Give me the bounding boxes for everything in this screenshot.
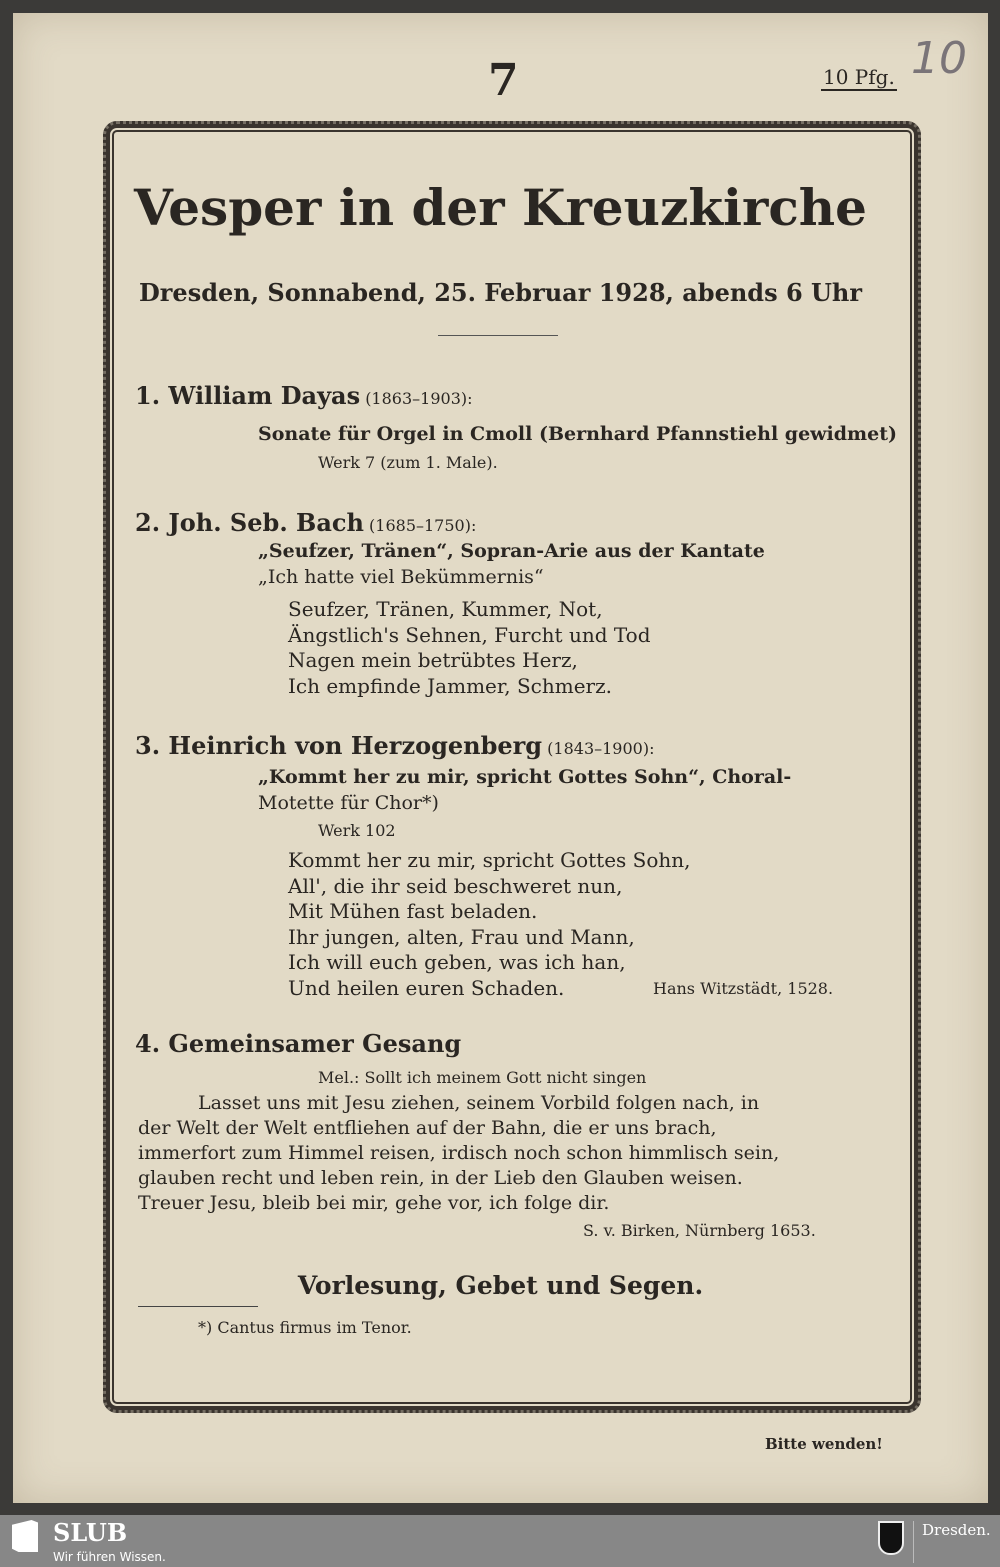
program-item-3 [135, 731, 654, 760]
verse-line: Ängstlich's Sehnen, Furcht und Tod [288, 622, 651, 647]
program-item-2 [135, 508, 476, 537]
dresden-coat-of-arms-icon [878, 1521, 904, 1555]
verse-line: immerfort zum Himmel reisen, irdisch noch schon himmlisch sein, [138, 1142, 780, 1164]
verse [288, 848, 691, 1001]
verse-line: Seufzer, Tränen, Kummer, Not, [288, 597, 603, 621]
verse-line: Und heilen euren Schaden. [288, 975, 565, 1000]
verse-line: All', die ihr seid beschweret nun, [288, 873, 623, 898]
verse-line: glauben recht und leben rein, in der Lieb den Glauben weisen. [138, 1167, 743, 1189]
item-dates: (1843–1900): [547, 739, 655, 758]
divider [438, 335, 558, 336]
verse-line: der Welt der Welt entfliehen auf der Bahn, die er uns brach, [138, 1117, 717, 1139]
attribution: Hans Witzstädt, 1528. [653, 979, 834, 998]
item-heading: 1. William Dayas [135, 381, 361, 410]
page-title: Vesper in der Kreuzkirche [134, 178, 867, 237]
verse-line: Lasset uns mit Jesu ziehen, seinem Vorbild folgen nach, in [198, 1092, 760, 1114]
item-line: Motette für Chor*) [258, 792, 439, 814]
footer-bar [0, 1515, 1000, 1567]
verse-line: Nagen mein betrübtes Herz, [288, 648, 578, 672]
turn-over-note: Bitte wenden! [765, 1435, 883, 1453]
item-line: Werk 7 (zum 1. Male). [318, 453, 498, 472]
item-line: Werk 102 [318, 821, 396, 840]
attribution: S. v. Birken, Nürnberg 1653. [583, 1221, 816, 1240]
dresden-logo[interactable]: Dresden. [922, 1521, 991, 1539]
subtitle: Dresden, Sonnabend, 25. Februar 1928, abends 6 Uhr [138, 278, 863, 307]
footer-divider [913, 1521, 914, 1563]
price: 10 Pfg. [823, 65, 895, 89]
document-page [13, 13, 988, 1503]
verse-line: Ihr jungen, alten, Frau und Mann, [288, 924, 635, 949]
verse [288, 597, 651, 699]
handwritten-number: 10 [911, 33, 967, 84]
item-heading: 3. Heinrich von Herzogenberg [135, 731, 543, 760]
slub-logo[interactable]: SLUB [53, 1518, 128, 1547]
verse-line: Ich will euch geben, was ich han, [288, 950, 626, 974]
verse-line: Ich empfinde Jammer, Schmerz. [288, 673, 612, 698]
item-dates: (1685–1750): [369, 516, 477, 535]
slub-tagline: Wir führen Wissen. [53, 1550, 166, 1564]
slub-book-icon [12, 1520, 38, 1552]
item-line: „Ich hatte viel Bekümmernis“ [258, 566, 544, 588]
footnote-divider [138, 1306, 258, 1307]
item-heading: 2. Joh. Seb. Bach [135, 508, 364, 537]
footnote: *) Cantus firmus im Tenor. [198, 1318, 412, 1337]
item-dates: (1863–1903): [365, 389, 473, 408]
program-item-1 [135, 381, 473, 410]
verse-line: Treuer Jesu, bleib bei mir, gehe vor, ich folge dir. [138, 1192, 610, 1214]
verse-line: Mit Mühen fast beladen. [288, 899, 538, 923]
item-line: Sonate für Orgel in Cmoll (Bernhard Pfannstiehl gewidmet) [258, 423, 897, 445]
verse-line: Kommt her zu mir, spricht Gottes Sohn, [288, 848, 691, 872]
program-item-4: 4. Gemeinsamer Gesang [135, 1029, 462, 1058]
item-line: „Kommt her zu mir, spricht Gottes Sohn“, Choral- [258, 766, 792, 788]
item-line: „Seufzer, Tränen“, Sopran-Arie aus der Kantate [258, 540, 765, 562]
page-number: 7 [488, 55, 519, 106]
closing-line: Vorlesung, Gebet und Segen. [297, 1271, 704, 1300]
melody: Mel.: Sollt ich meinem Gott nicht singen [318, 1068, 647, 1087]
hymn-text [138, 1091, 868, 1216]
